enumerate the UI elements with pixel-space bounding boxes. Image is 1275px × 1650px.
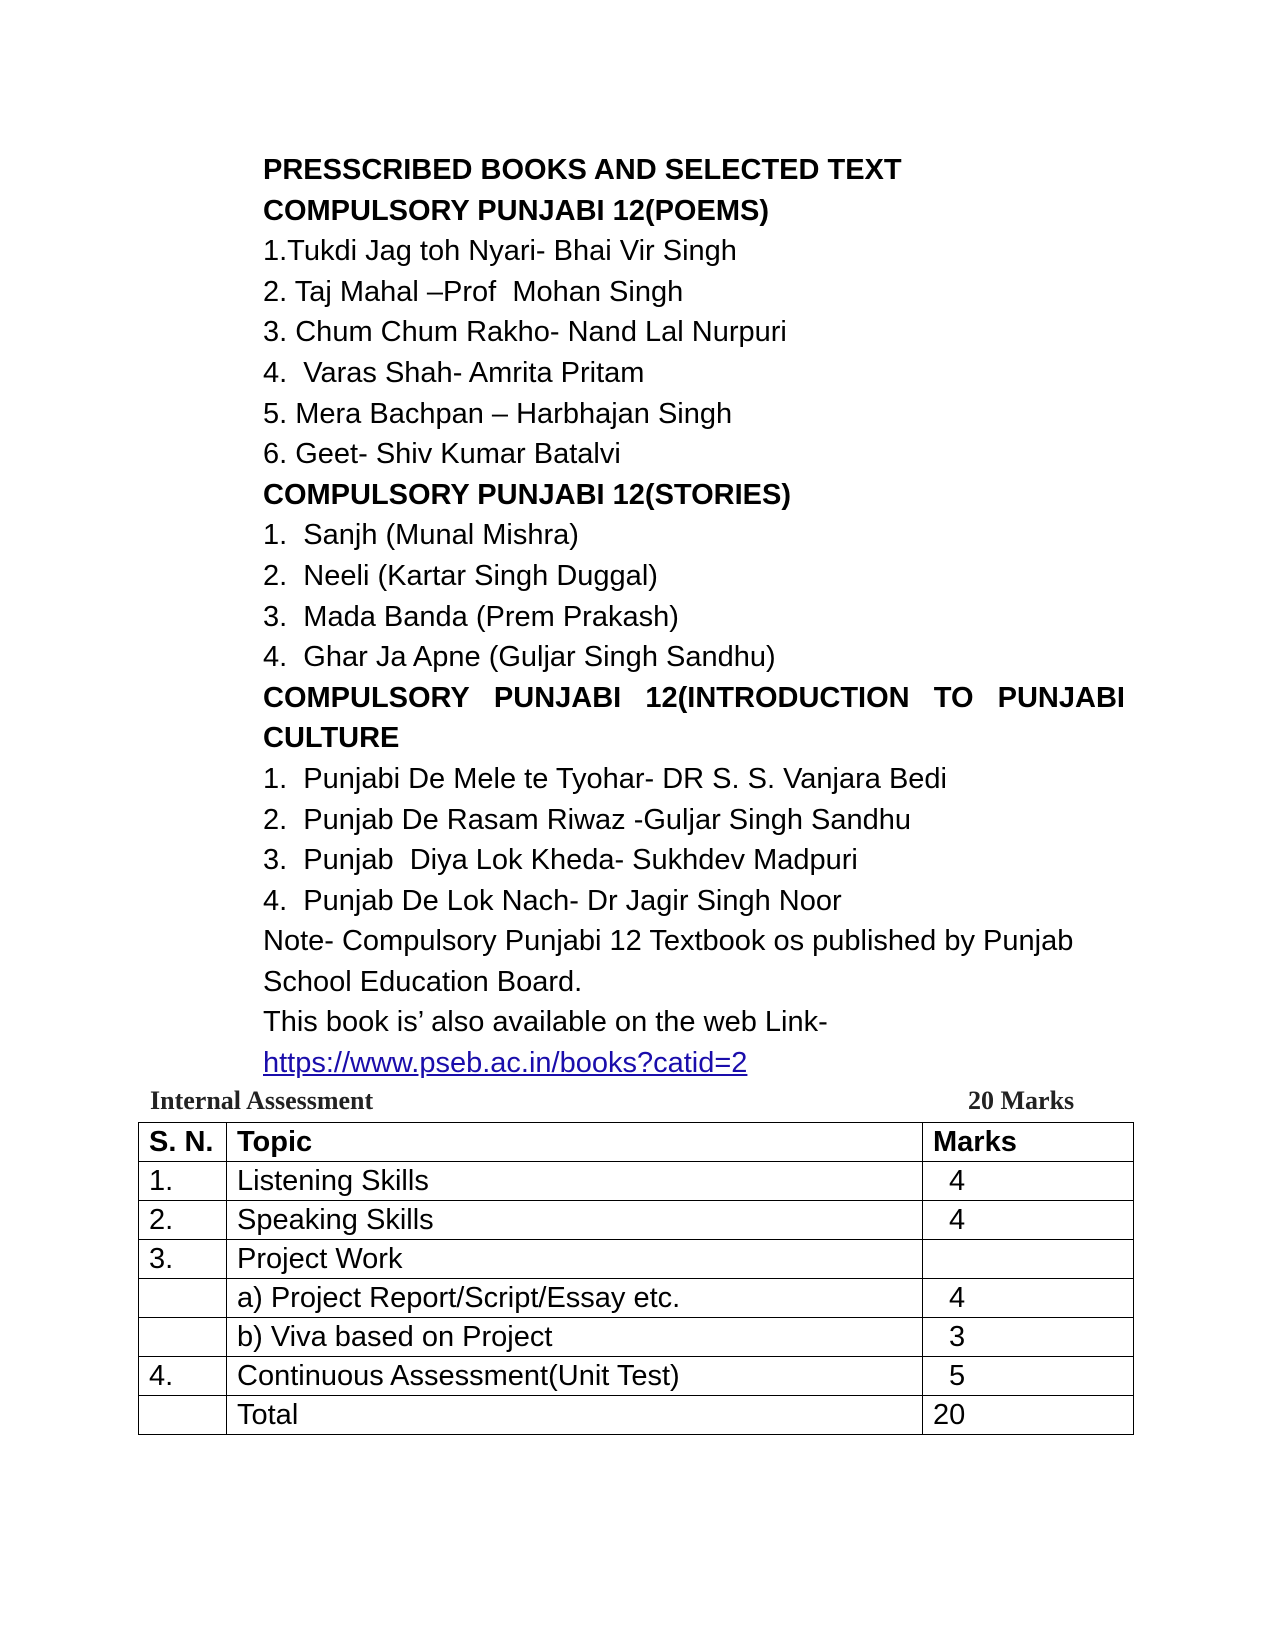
publication-note: Note- Compulsory Punjabi 12 Textbook os published by Punjab School Education Board. bbox=[263, 925, 1074, 998]
table-total-row bbox=[139, 1396, 1134, 1435]
row-sn: 1. bbox=[139, 1162, 227, 1201]
poem-item: 3. Chum Chum Rakho- Nand Lal Nurpuri bbox=[263, 316, 787, 349]
row-marks: 20 bbox=[923, 1396, 1134, 1435]
story-item: 1. Sanjh (Munal Mishra) bbox=[263, 519, 579, 552]
culture-heading-word: PUNJABI bbox=[493, 681, 622, 714]
culture-item: 4. Punjab De Lok Nach- Dr Jagir Singh Noor bbox=[263, 884, 842, 917]
row-topic: Continuous Assessment(Unit Test) bbox=[227, 1357, 923, 1396]
culture-item: 3. Punjab Diya Lok Kheda- Sukhdev Madpuri bbox=[263, 844, 858, 877]
document-body bbox=[263, 150, 1125, 1084]
culture-item: 2. Punjab De Rasam Riwaz -Guljar Singh Sandhu bbox=[263, 803, 911, 836]
row-marks: 4 bbox=[923, 1279, 1134, 1318]
internal-assessment-marks: 20 Marks bbox=[968, 1086, 1075, 1115]
header-topic: Topic bbox=[227, 1123, 923, 1162]
table-row bbox=[139, 1162, 1134, 1201]
culture-heading-word: 12(INTRODUCTION bbox=[645, 681, 910, 714]
row-marks: 5 bbox=[923, 1357, 1134, 1396]
poem-item: 1.Tukdi Jag toh Nyari- Bhai Vir Singh bbox=[263, 235, 737, 268]
row-sn: 4. bbox=[139, 1357, 227, 1396]
poems-heading: COMPULSORY PUNJABI 12(POEMS) bbox=[263, 194, 769, 227]
row-topic: b) Viva based on Project bbox=[227, 1318, 923, 1357]
row-sn bbox=[139, 1318, 227, 1357]
row-marks bbox=[923, 1240, 1134, 1279]
row-marks: 4 bbox=[923, 1201, 1134, 1240]
table-header-row bbox=[139, 1123, 1134, 1162]
poem-item: 2. Taj Mahal –Prof Mohan Singh bbox=[263, 275, 684, 308]
row-sn bbox=[139, 1279, 227, 1318]
header-sn: S. N. bbox=[139, 1123, 227, 1162]
row-topic: Project Work bbox=[227, 1240, 923, 1279]
table-row bbox=[139, 1240, 1134, 1279]
row-topic: Listening Skills bbox=[227, 1162, 923, 1201]
row-marks: 3 bbox=[923, 1318, 1134, 1357]
table-row bbox=[139, 1201, 1134, 1240]
table-row bbox=[139, 1357, 1134, 1396]
culture-heading-word: COMPULSORY bbox=[263, 681, 470, 714]
poem-item: 5. Mera Bachpan – Harbhajan Singh bbox=[263, 397, 733, 430]
row-topic: Total bbox=[227, 1396, 923, 1435]
row-sn bbox=[139, 1396, 227, 1435]
row-sn: 3. bbox=[139, 1240, 227, 1279]
story-item: 2. Neeli (Kartar Singh Duggal) bbox=[263, 559, 658, 592]
poem-item: 4. Varas Shah- Amrita Pritam bbox=[263, 356, 645, 389]
row-sn: 2. bbox=[139, 1201, 227, 1240]
culture-heading-word: TO bbox=[933, 681, 974, 714]
culture-heading bbox=[263, 678, 1125, 719]
table-row bbox=[139, 1279, 1134, 1318]
availability-text: This book is’ also available on the web Link- bbox=[263, 1006, 828, 1039]
row-marks: 4 bbox=[923, 1162, 1134, 1201]
poem-item: 6. Geet- Shiv Kumar Batalvi bbox=[263, 438, 621, 471]
main-heading: PRESSCRIBED BOOKS AND SELECTED TEXT bbox=[263, 154, 902, 186]
stories-heading: COMPULSORY PUNJABI 12(STORIES) bbox=[263, 478, 792, 511]
culture-heading-line2: CULTURE bbox=[263, 722, 400, 755]
internal-assessment-title: Internal Assessment bbox=[150, 1086, 374, 1115]
story-item: 3. Mada Banda (Prem Prakash) bbox=[263, 600, 679, 633]
internal-assessment-table bbox=[138, 1122, 1134, 1435]
culture-heading-word: PUNJABI bbox=[997, 681, 1125, 714]
table-row bbox=[139, 1318, 1134, 1357]
header-marks: Marks bbox=[923, 1123, 1134, 1162]
culture-item: 1. Punjabi De Mele te Tyohar- DR S. S. Vanjara Bedi bbox=[263, 762, 947, 795]
story-item: 4. Ghar Ja Apne (Guljar Singh Sandhu) bbox=[263, 641, 776, 674]
row-topic: a) Project Report/Script/Essay etc. bbox=[227, 1279, 923, 1318]
row-topic: Speaking Skills bbox=[227, 1201, 923, 1240]
book-web-link[interactable]: https://www.pseb.ac.in/books?catid=2 bbox=[263, 1047, 748, 1080]
